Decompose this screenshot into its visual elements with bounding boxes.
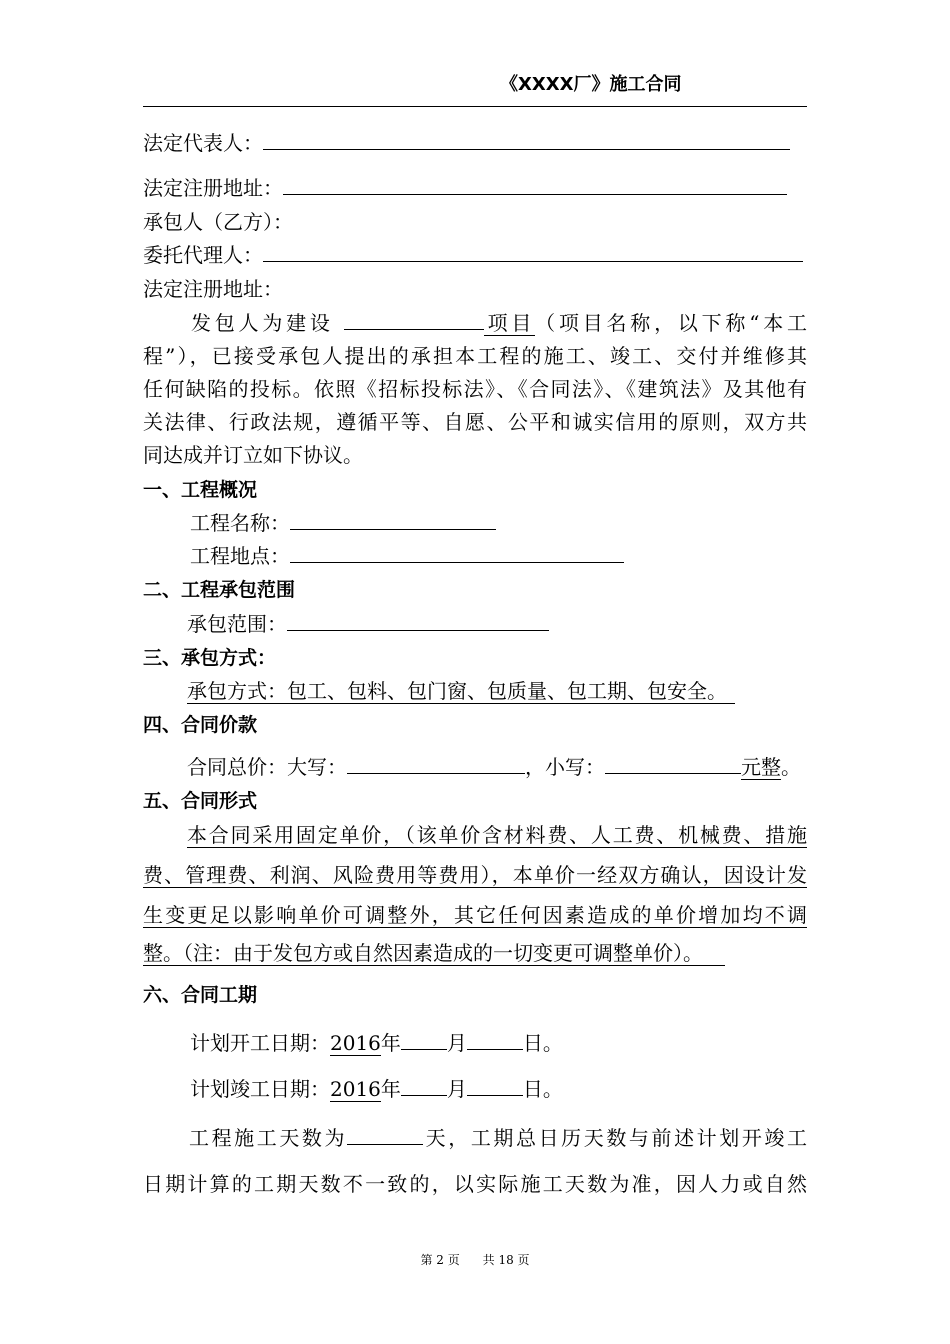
duration-text-a: 工程施工天数为: [189, 1126, 348, 1150]
footer-page: 第 2 页: [420, 1253, 460, 1267]
start-year: 2016: [330, 1031, 381, 1055]
duration-blank: [347, 1126, 423, 1145]
scope-label: 承包范围：: [187, 612, 287, 636]
form-text-4: 整。（注：由于发包方或自然因素造成的一切变更可调整单价）。: [143, 941, 725, 966]
reg-addr-line-1: [143, 176, 787, 200]
finish-day-unit: 日。: [522, 1077, 563, 1101]
start-date-line: [190, 1031, 563, 1055]
project-place-label: 工程地点：: [190, 544, 290, 568]
intro-line-5: 同达成并订立如下协议。: [143, 443, 363, 467]
finish-year: 2016: [330, 1077, 381, 1101]
price-small-label: ，小写：: [525, 755, 605, 779]
reg-addr-line-2: [143, 277, 283, 301]
price-yuan: 元整: [741, 755, 781, 779]
start-month-unit: 月: [446, 1031, 467, 1055]
duration-line-2: 日期计算的工期天数不一致的，以实际施工天数为准，因人力或自然: [143, 1172, 807, 1196]
intro-line-4: 关法律、行政法规，遵循平等、自愿、公平和诚实信用的原则，双方共: [143, 410, 807, 434]
intro-text-1c: （项目名称，以下称“本工: [535, 311, 807, 335]
section-2-heading: 二、工程承包范围: [143, 579, 296, 601]
contractor-label: 承包人（乙方）：: [143, 210, 293, 234]
form-text-2: 费、管理费、利润、风险费用等费用），本单价一经双方确认，因设计发: [143, 863, 807, 887]
section-1-heading: 一、工程概况: [143, 479, 258, 501]
project-place-line: [190, 544, 624, 568]
start-day-unit: 日。: [522, 1031, 563, 1055]
section-4-heading: 四、合同价款: [143, 714, 258, 736]
contractor-line: [143, 210, 293, 234]
legal-rep-label: 法定代表人：: [143, 131, 263, 155]
project-place-blank: [290, 544, 624, 563]
page-footer: [0, 1251, 950, 1268]
section-6-heading: 六、合同工期: [143, 984, 258, 1006]
intro-line-3: 任何缺陷的投标。依照《招标投标法》、《合同法》、《建筑法》及其他有: [143, 377, 807, 401]
scope-blank: [287, 612, 549, 631]
project-name-label: 工程名称：: [190, 511, 290, 535]
header-title: 《XXXX厂》施工合同: [500, 74, 682, 95]
finish-month-unit: 月: [446, 1077, 467, 1101]
agent-blank: [263, 243, 803, 262]
form-line-2: [143, 863, 807, 887]
form-text-3: 生变更足以影响单价可调整外，其它任何因素造成的单价增加均不调: [143, 903, 807, 927]
duration-text-b: 天，工期总日历天数与前述计划开竣工: [423, 1126, 808, 1150]
contract-mode-text: 承包方式：包工、包料、包门窗、包质量、包工期、包安全。: [187, 679, 735, 704]
finish-year-unit: 年: [380, 1077, 401, 1101]
contract-mode-line: [187, 679, 735, 703]
form-line-4: [143, 941, 725, 965]
project-name-line: [190, 511, 496, 535]
header-rule: [143, 106, 807, 107]
finish-date-line: [190, 1077, 563, 1101]
intro-line-1: [143, 311, 807, 335]
price-words-blank: [347, 755, 525, 774]
price-end: 。: [781, 755, 801, 779]
reg-addr-label-1: 法定注册地址：: [143, 176, 283, 200]
form-line-1: [143, 823, 807, 847]
finish-month-blank: [401, 1077, 447, 1096]
start-year-unit: 年: [380, 1031, 401, 1055]
scope-line: [187, 612, 549, 636]
intro-line-2: 程”），已接受承包人提出的承担本工程的施工、竣工、交付并维修其: [143, 344, 807, 368]
form-line-3: [143, 903, 807, 927]
finish-day-blank: [467, 1077, 523, 1096]
price-number-blank: [605, 755, 741, 774]
reg-addr-label-2: 法定注册地址：: [143, 277, 283, 301]
legal-rep-line: [143, 131, 790, 155]
reg-addr-blank-1: [283, 176, 787, 195]
section-3-heading: 三、承包方式：: [143, 647, 277, 669]
project-blank: [344, 311, 484, 330]
agent-label: 委托代理人：: [143, 243, 263, 267]
footer-total: 共 18 页: [482, 1253, 530, 1267]
legal-rep-blank: [263, 131, 790, 150]
start-day-blank: [467, 1031, 523, 1050]
price-total-label: 合同总价：大写：: [187, 755, 347, 779]
project-name-blank: [290, 511, 496, 530]
intro-text-1a: 发包人为建设: [191, 311, 334, 335]
form-text-1: 本合同采用固定单价，（该单价含材料费、人工费、机械费、措施: [187, 823, 807, 847]
start-date-label: 计划开工日期：: [190, 1031, 330, 1055]
duration-line-1: [143, 1126, 807, 1150]
contract-price-line: [187, 755, 801, 779]
section-5-heading: 五、合同形式: [143, 790, 258, 812]
intro-project-word: 项目: [483, 311, 536, 335]
agent-line: [143, 243, 803, 267]
finish-date-label: 计划竣工日期：: [190, 1077, 330, 1101]
start-month-blank: [401, 1031, 447, 1050]
